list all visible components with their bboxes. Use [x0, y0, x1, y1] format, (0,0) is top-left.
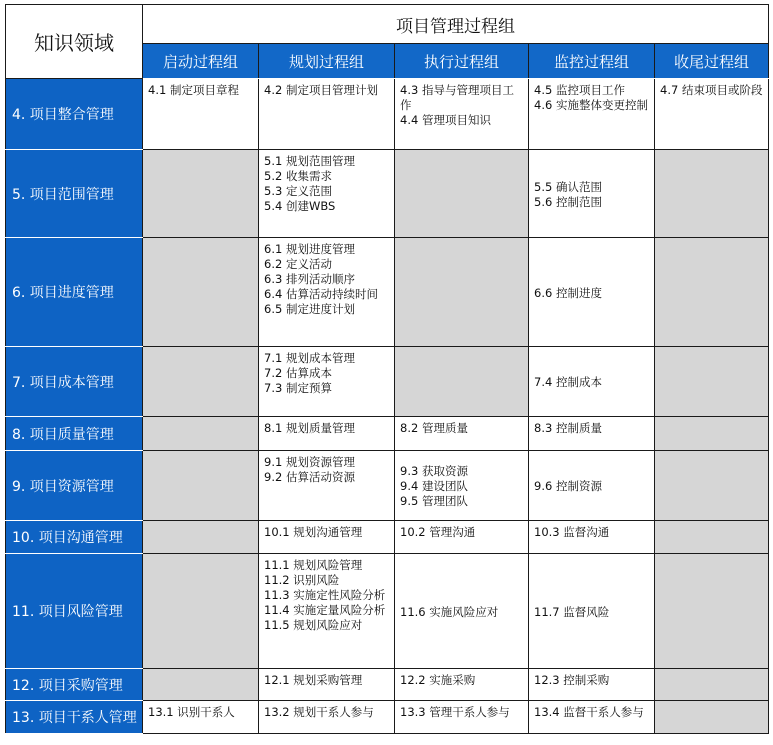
- process-groups-header: 项目管理过程组: [143, 5, 769, 44]
- process-item: 7.2 估算成本: [264, 366, 332, 380]
- process-item: 11.2 识别风险: [264, 573, 340, 587]
- process-item: 11.6 实施风险应对: [400, 604, 499, 619]
- process-cell: [529, 701, 655, 734]
- process-item: 10.2 管理沟通: [400, 525, 476, 539]
- process-item: 10.3 监督沟通: [534, 525, 610, 539]
- process-cell: [529, 150, 655, 238]
- process-cell: [529, 521, 655, 554]
- process-item: 12.3 控制采购: [534, 673, 610, 687]
- empty-cell: [143, 554, 259, 669]
- process-item: 6.6 控制进度: [534, 285, 602, 300]
- process-cell: [655, 79, 769, 150]
- process-item: 11.3 实施定性风险分析: [264, 588, 386, 602]
- process-cell: [143, 79, 259, 150]
- knowledge-area-cell: 7. 项目成本管理: [6, 347, 143, 417]
- table-row: [6, 669, 769, 701]
- process-item: 4.5 监控项目工作: [534, 83, 625, 97]
- process-item: 5.5 确认范围: [534, 179, 602, 194]
- knowledge-area-cell: 11. 项目风险管理: [6, 554, 143, 669]
- process-cell: [529, 669, 655, 701]
- table-row: [6, 451, 769, 521]
- table-row: [6, 79, 769, 150]
- group-header-initiating: 启动过程组: [143, 44, 259, 79]
- process-cell: [259, 669, 395, 701]
- knowledge-area-header: 知识领域: [6, 5, 143, 79]
- process-cell: [529, 554, 655, 669]
- process-cell: [395, 79, 529, 150]
- process-cell: [395, 521, 529, 554]
- empty-cell: [143, 451, 259, 521]
- empty-cell: [655, 150, 769, 238]
- process-item: 6.4 估算活动持续时间: [264, 287, 378, 301]
- process-cell: [259, 554, 395, 669]
- process-item: 8.3 控制质量: [534, 421, 602, 435]
- empty-cell: [655, 347, 769, 417]
- process-item: 9.6 控制资源: [534, 479, 602, 493]
- process-cell: [259, 701, 395, 734]
- process-item: 4.7 结束项目或阶段: [660, 83, 763, 97]
- table-row: [6, 521, 769, 554]
- group-header-executing: 执行过程组: [395, 44, 529, 79]
- process-cell: [529, 451, 655, 521]
- process-item: 9.1 规划资源管理: [264, 455, 355, 469]
- table-row: [6, 347, 769, 417]
- knowledge-area-cell: 4. 项目整合管理: [6, 79, 143, 150]
- empty-cell: [143, 347, 259, 417]
- process-cell: [529, 417, 655, 451]
- empty-cell: [655, 451, 769, 521]
- table-row: [6, 701, 769, 734]
- process-item: 6.1 规划进度管理: [264, 242, 355, 256]
- knowledge-area-cell: 13. 项目干系人管理: [6, 701, 143, 734]
- process-item: 8.1 规划质量管理: [264, 421, 355, 435]
- process-table: [5, 4, 769, 734]
- process-item: 6.3 排列活动顺序: [264, 272, 355, 286]
- process-cell: [259, 238, 395, 347]
- knowledge-area-cell: 8. 项目质量管理: [6, 417, 143, 451]
- knowledge-area-cell: 10. 项目沟通管理: [6, 521, 143, 554]
- process-cell: [529, 238, 655, 347]
- table-row: [6, 554, 769, 669]
- process-item: 9.4 建设团队: [400, 479, 468, 493]
- process-cell: [395, 554, 529, 669]
- empty-cell: [655, 554, 769, 669]
- empty-cell: [143, 238, 259, 347]
- table-row: [6, 417, 769, 451]
- process-item: 5.6 控制范围: [534, 194, 602, 209]
- process-matrix: [5, 4, 768, 734]
- process-item: 6.2 定义活动: [264, 257, 332, 271]
- process-item: 5.2 收集需求: [264, 169, 332, 183]
- knowledge-area-cell: 5. 项目范围管理: [6, 150, 143, 238]
- process-item: 4.1 制定项目章程: [148, 83, 239, 97]
- process-item: 4.4 管理项目知识: [400, 113, 491, 127]
- empty-cell: [655, 521, 769, 554]
- table-row: [6, 238, 769, 347]
- process-item: 13.3 管理干系人参与: [400, 705, 510, 719]
- process-item: 13.1 识别干系人: [148, 705, 235, 719]
- process-cell: [259, 451, 395, 521]
- group-header-closing: 收尾过程组: [655, 44, 769, 79]
- process-item: 7.4 控制成本: [534, 375, 602, 389]
- process-cell: [529, 347, 655, 417]
- process-cell: [259, 150, 395, 238]
- knowledge-area-cell: 12. 项目采购管理: [6, 669, 143, 701]
- empty-cell: [655, 238, 769, 347]
- process-item: 12.1 规划采购管理: [264, 673, 363, 687]
- table-body: [6, 79, 769, 734]
- process-item: 6.5 制定进度计划: [264, 302, 355, 316]
- process-item: 7.1 规划成本管理: [264, 351, 355, 365]
- process-item: 7.3 制定预算: [264, 381, 332, 395]
- process-cell: [395, 451, 529, 521]
- process-item: 11.5 规划风险应对: [264, 618, 363, 632]
- empty-cell: [143, 150, 259, 238]
- process-item: 5.3 定义范围: [264, 184, 332, 198]
- process-item: 9.3 获取资源: [400, 464, 468, 478]
- process-cell: [259, 521, 395, 554]
- process-cell: [143, 701, 259, 734]
- empty-cell: [143, 417, 259, 451]
- process-item: 4.2 制定项目管理计划: [264, 83, 378, 97]
- empty-cell: [395, 150, 529, 238]
- process-cell: [395, 669, 529, 701]
- process-cell: [529, 79, 655, 150]
- process-item: 11.1 规划风险管理: [264, 558, 363, 572]
- empty-cell: [395, 238, 529, 347]
- process-cell: [259, 347, 395, 417]
- process-cell: [259, 79, 395, 150]
- group-header-planning: 规划过程组: [259, 44, 395, 79]
- process-item: 4.6 实施整体变更控制: [534, 98, 648, 112]
- process-cell: [395, 417, 529, 451]
- process-item: 10.1 规划沟通管理: [264, 525, 363, 539]
- empty-cell: [655, 701, 769, 734]
- process-item: 8.2 管理质量: [400, 421, 468, 435]
- process-item: 11.4 实施定量风险分析: [264, 603, 386, 617]
- process-item: 11.7 监督风险: [534, 604, 610, 619]
- table-row: [6, 150, 769, 238]
- empty-cell: [143, 669, 259, 701]
- process-item: 13.4 监督干系人参与: [534, 705, 644, 719]
- process-item: 9.2 估算活动资源: [264, 470, 355, 484]
- group-header-monitoring: 监控过程组: [529, 44, 655, 79]
- empty-cell: [655, 669, 769, 701]
- empty-cell: [143, 521, 259, 554]
- process-cell: [395, 701, 529, 734]
- process-item: 13.2 规划干系人参与: [264, 705, 374, 719]
- process-item: 5.1 规划范围管理: [264, 154, 355, 168]
- process-item: 5.4 创建WBS: [264, 199, 336, 213]
- empty-cell: [395, 347, 529, 417]
- process-cell: [259, 417, 395, 451]
- knowledge-area-cell: 9. 项目资源管理: [6, 451, 143, 521]
- empty-cell: [655, 417, 769, 451]
- process-item: 12.2 实施采购: [400, 673, 476, 687]
- process-item: 9.5 管理团队: [400, 494, 468, 508]
- process-item: 4.3 指导与管理项目工作: [400, 83, 514, 112]
- knowledge-area-cell: 6. 项目进度管理: [6, 238, 143, 347]
